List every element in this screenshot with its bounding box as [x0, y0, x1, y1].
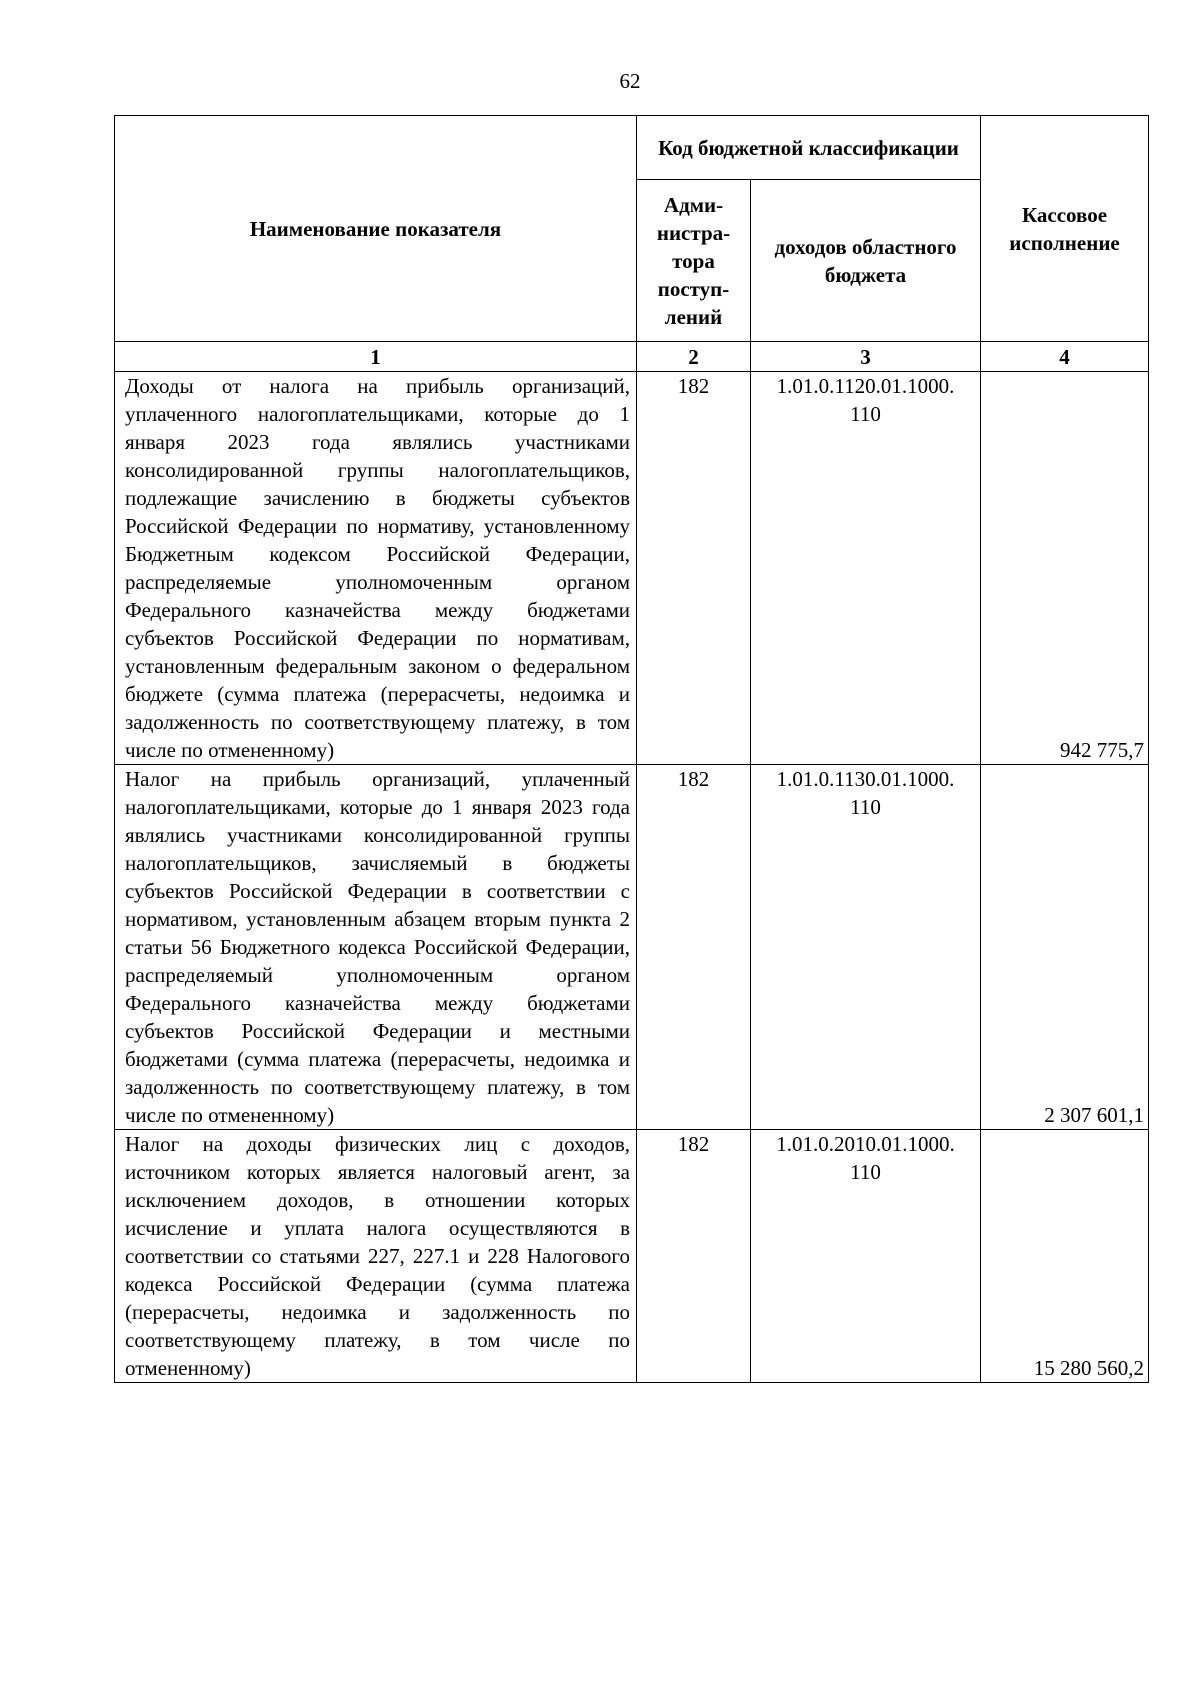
revenue-code-part-1: 1.01.0.1120.01.1000. [776, 374, 955, 398]
table-row [115, 372, 1149, 765]
header-budget-classification-code: Код бюджетной классификации [637, 116, 981, 180]
indicator-name: Доходы от налога на прибыль организаций, уплаченного налогоплательщиками, которые до 1 января 2023 года являлись участниками консолидированной группы налогоплательщиков, подлежащие зачислению в бюджеты субъектов Российской Федерации по нормативу, установленному Бюджетным кодексом Российской Федерации, распределяемые уполномоченным органом Федерального казначейства между бюджетами субъектов Российской Федерации по нормативам, установленным федеральным законом о федеральном бюджете (сумма платежа (перерасчеты, недоимка и задолженность по соответствующему платежу, в том числе по отмененному) [115, 372, 637, 765]
administrator-code: 182 [637, 765, 751, 1130]
administrator-code: 182 [637, 372, 751, 765]
column-number-3: 3 [751, 342, 981, 372]
revenue-code-part-2: 110 [850, 402, 881, 426]
table-row [115, 765, 1149, 1130]
cash-execution-amount: 2 307 601,1 [981, 765, 1149, 1130]
header-cash-execution: Кассовое исполнение [981, 116, 1149, 342]
indicator-name: Налог на доходы физических лиц с доходов, источником которых является налоговый агент, за исключением доходов, в отношении которых исчисление и уплата налога осуществляются в соответствии со статьями 227, 227.1 и 228 Налогового кодекса Российской Федерации (сумма платежа (перерасчеты, недоимка и задолженность по соответствующему платежу, в том числе по отмененному) [115, 1130, 637, 1383]
header-regional-budget-revenue: доходов областного бюджета [751, 180, 981, 342]
revenue-code-part-1: 1.01.0.2010.01.1000. [776, 1132, 955, 1156]
column-number-4: 4 [981, 342, 1149, 372]
column-number-2: 2 [637, 342, 751, 372]
administrator-code: 182 [637, 1130, 751, 1383]
cash-execution-amount: 942 775,7 [981, 372, 1149, 765]
revenue-code [751, 765, 981, 1130]
header-indicator-name: Наименование показателя [115, 116, 637, 342]
budget-revenue-table [114, 115, 1149, 1383]
table-row [115, 1130, 1149, 1383]
revenue-code-part-2: 110 [850, 1160, 881, 1184]
header-revenue-administrator: Адми-нистра-тора поступ-лений [637, 180, 751, 342]
page-number: 62 [619, 69, 641, 93]
indicator-name: Налог на прибыль организаций, уплаченный налогоплательщиками, которые до 1 января 2023 года являлись участниками консолидированной группы налогоплательщиков, зачисляемый в бюджеты субъектов Российской Федерации в соответствии с нормативом, установленным абзацем вторым пункта 2 статьи 56 Бюджетного кодекса Российской Федерации, распределяемый уполномоченным органом Федерального казначейства между бюджетами субъектов Российской Федерации и местными бюджетами (сумма платежа (перерасчеты, недоимка и задолженность по соответствующему платежу, в том числе по отмененному) [115, 765, 637, 1130]
revenue-code-part-2: 110 [850, 795, 881, 819]
column-number-1: 1 [115, 342, 637, 372]
revenue-code [751, 1130, 981, 1383]
revenue-code [751, 372, 981, 765]
revenue-code-part-1: 1.01.0.1130.01.1000. [776, 767, 955, 791]
cash-execution-amount: 15 280 560,2 [981, 1130, 1149, 1383]
